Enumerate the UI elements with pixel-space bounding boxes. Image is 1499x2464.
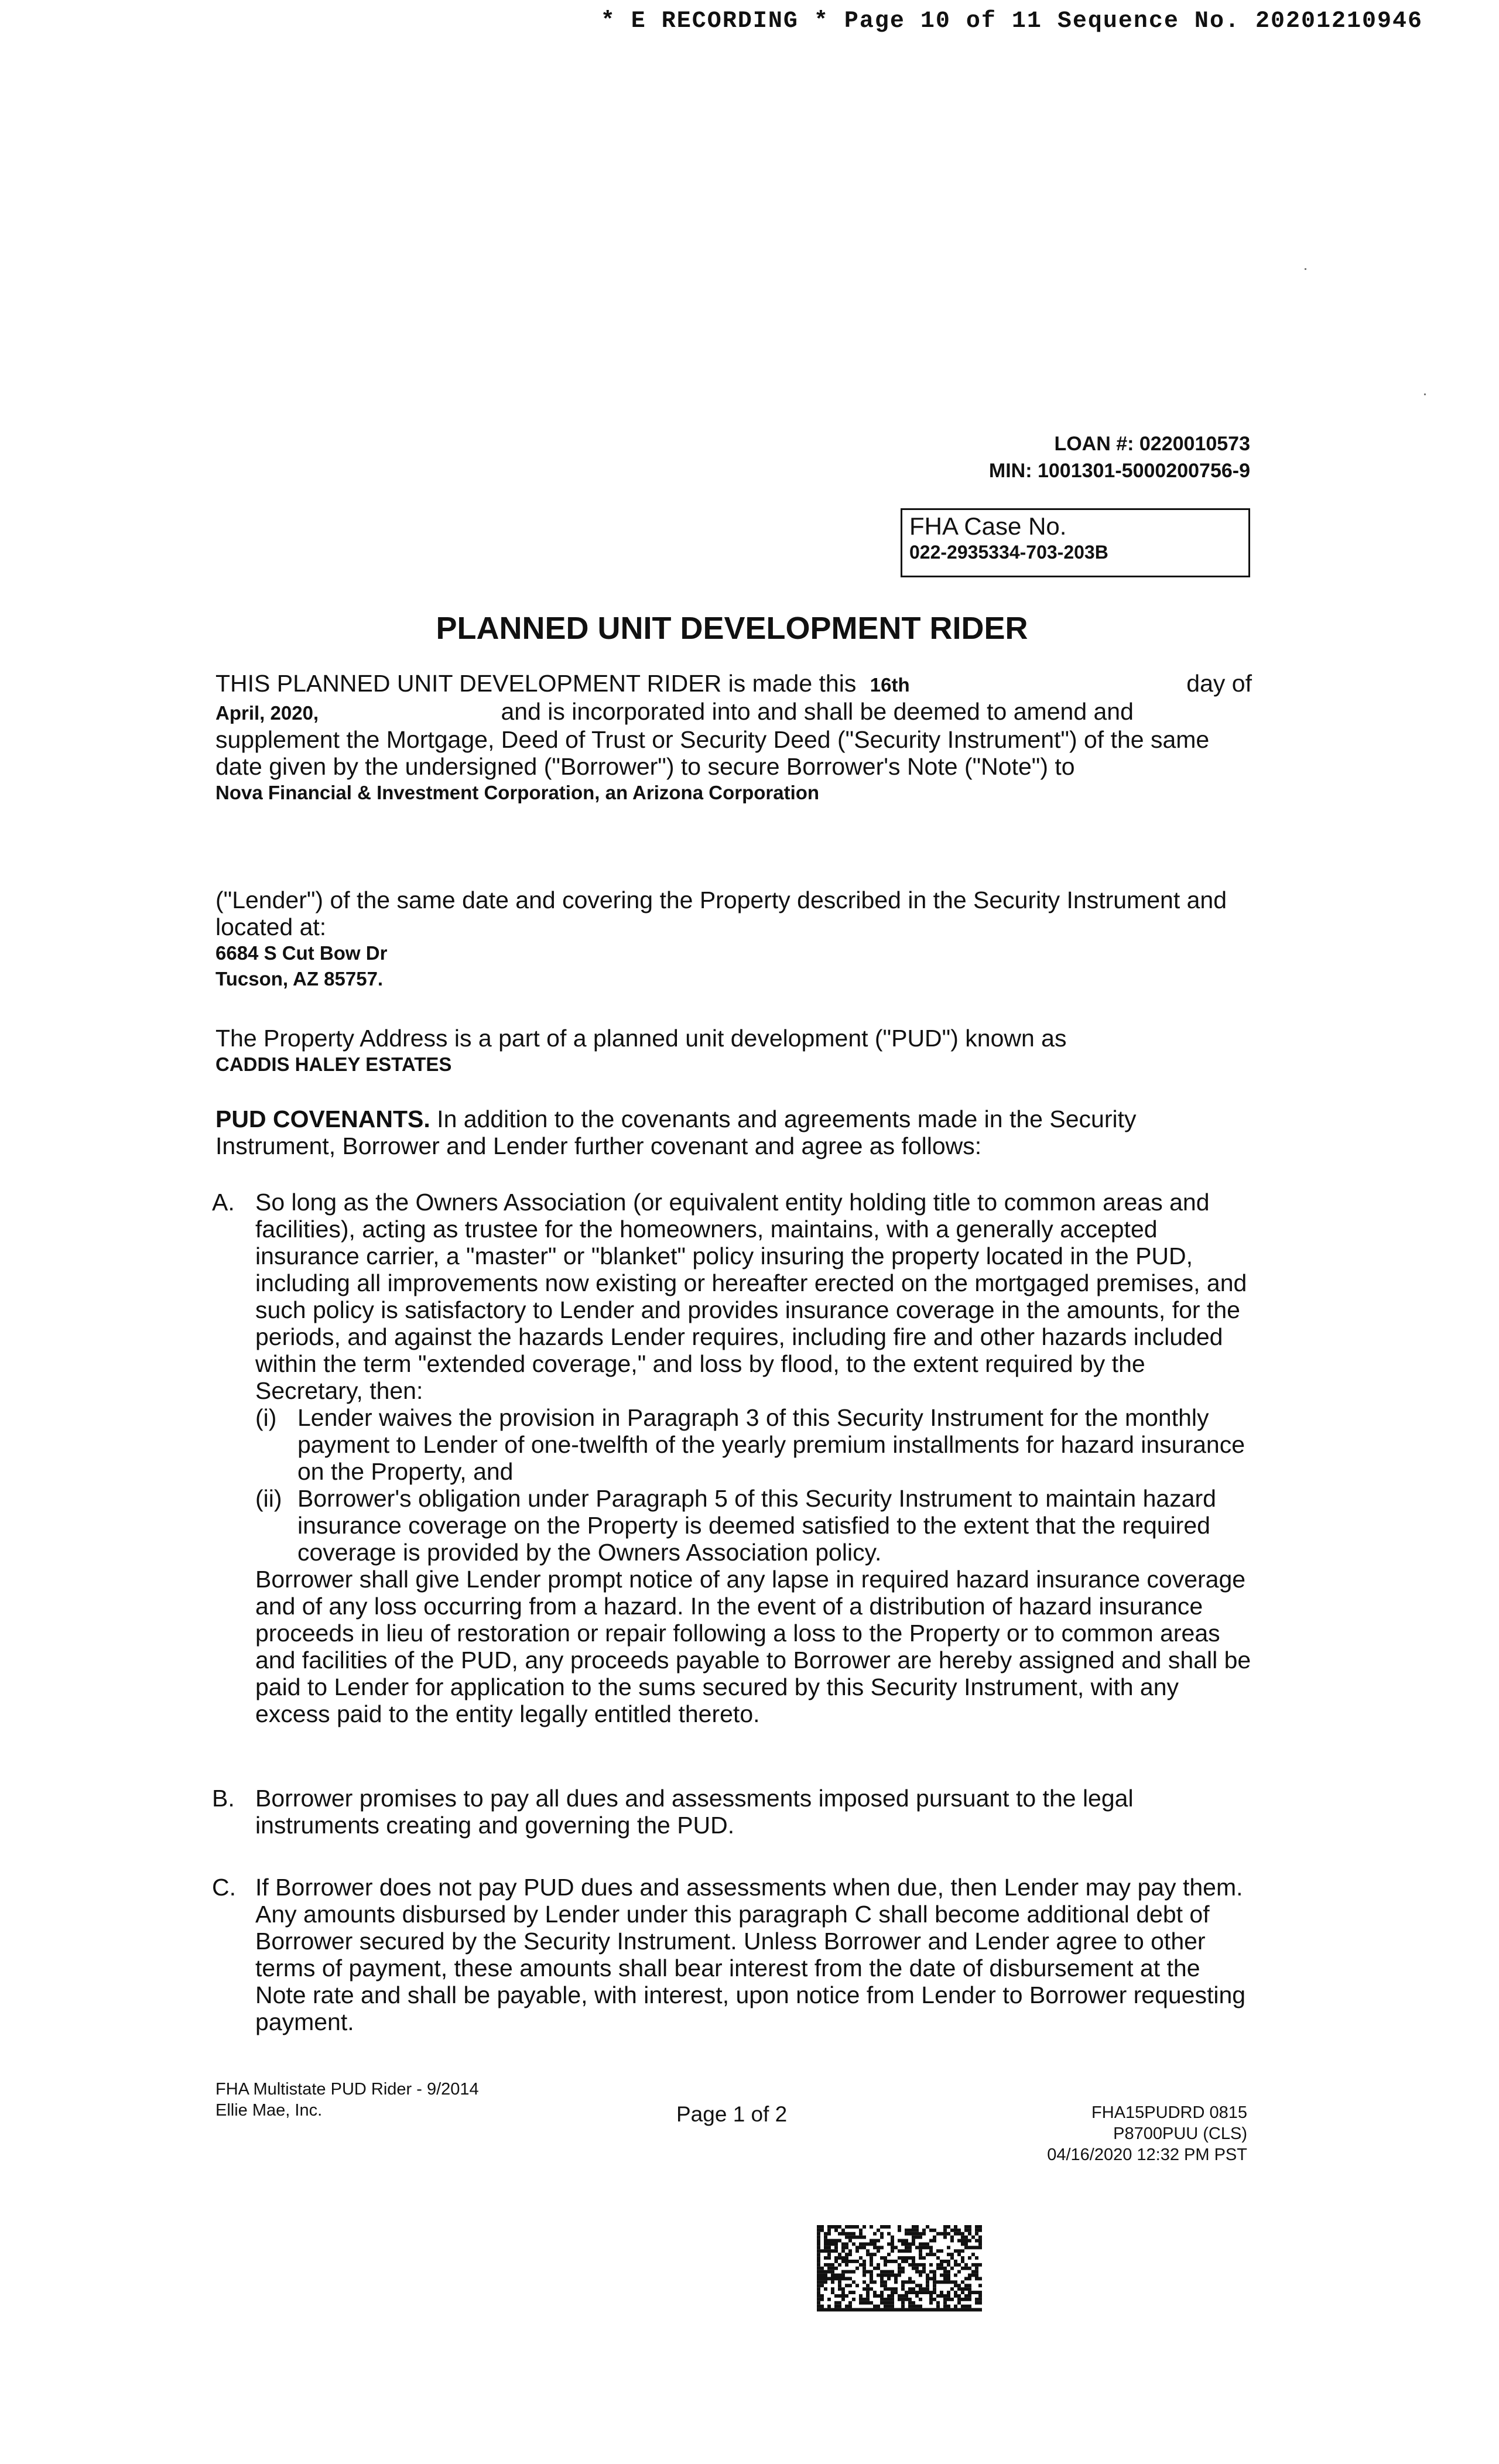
min-number: MIN: 1001301-5000200756-9: [988, 460, 1250, 482]
covenants-heading: PUD COVENANTS.: [215, 1106, 430, 1132]
document-title: PLANNED UNIT DEVELOPMENT RIDER: [436, 611, 1028, 646]
footer-timestamp: 04/16/2020 12:32 PM PST: [1047, 2145, 1247, 2164]
lender-para-text: ("Lender") of the same date and covering the Property described in the Security Instrument and located at:: [215, 887, 1227, 940]
footer-code1: FHA15PUDRD 0815: [1091, 2103, 1247, 2122]
covenant-item-c: [212, 1874, 1252, 2035]
item-letter: A.: [212, 1189, 235, 1216]
pud-paragraph: [215, 1025, 1252, 1077]
item-letter: C.: [212, 1874, 236, 1901]
pud-name: CADDIS HALEY ESTATES: [215, 1053, 452, 1075]
sub-item-ii: [255, 1485, 1252, 1566]
sub-item-text: Borrower's obligation under Paragraph 5 of this Security Instrument to maintain hazard insurance coverage on the Property is deemed satisfied to the extent that the required coverage is provided by the Owners Association policy.: [297, 1485, 1216, 1566]
footer-codes: [995, 2102, 1247, 2165]
intro-day: 16th: [870, 674, 910, 696]
fha-case-number: 022-2935334-703-203B: [909, 542, 1108, 563]
sub-item-i: [255, 1404, 1252, 1485]
covenant-item-b: [212, 1785, 1252, 1839]
loan-info: [890, 430, 1250, 484]
sub-item-label: (i): [255, 1404, 277, 1431]
lender-paragraph: [215, 887, 1252, 992]
covenants-text: In addition to the covenants and agreements made in the Security Instrument, Borrower and Lender further covenant and agree as follows:: [215, 1106, 1137, 1159]
pud-para-text: The Property Address is a part of a planned unit development ("PUD") known as: [215, 1025, 1067, 1052]
footer-company: Ellie Mae, Inc.: [215, 2101, 323, 2120]
fha-case-box: [901, 508, 1250, 577]
intro-paragraph: [215, 670, 1252, 806]
intro-day-of: day of: [1186, 670, 1252, 697]
footer-form-info: [215, 2079, 479, 2121]
item-a-closing: Borrower shall give Lender prompt notice of any lapse in required hazard insurance coverage and of any loss occurring from a hazard. In the event of a distribution of hazard insurance proceeds in lieu of restoration or repair following a loss to the Property or to common areas and facilities of the PUD, any proceeds payable to Borrower are hereby assigned and shall be paid to Lender for application to the sums secured by this Security Instrument, with any excess paid to the entity legally entitled thereto.: [255, 1566, 1251, 1727]
covenants-paragraph: [215, 1106, 1252, 1159]
footer-code2: P8700PUU (CLS): [1113, 2124, 1247, 2143]
loan-number: LOAN #: 0220010573: [1054, 433, 1250, 455]
lender-name: Nova Financial & Investment Corporation, an Arizona Corporation: [215, 782, 820, 803]
item-a-text: So long as the Owners Association (or equivalent entity holding title to common areas and facilities), acting as trustee for the homeowners, maintains, with a generally accepted insurance carrier, a "master" or "blanket" policy insuring the property located in the PUD, including all improvements now existing or hereafter erected on the mortgaged premises, and such policy is satisfactory to Lender and provides insurance coverage in the amounts, for the periods, and against the hazards Lender requires, including fire and other hazards included within the term "extended coverage," and loss by flood, to the extent required by the Secretary, then:: [255, 1189, 1247, 1404]
recording-header: * E RECORDING * Page 10 of 11 Sequence No. 20201210946: [600, 8, 1423, 35]
footer-form-name: FHA Multistate PUD Rider - 9/2014: [215, 2080, 479, 2099]
item-c-text: If Borrower does not pay PUD dues and assessments when due, then Lender may pay them. Any amounts disbursed by Lender under this paragraph C shall become additional debt of Borrower secured by the Security Instrument. Unless Borrower and Lender agree to other terms of payment, these amounts shall bear interest from the date of disbursement at the Note rate and shall be payable, with interest, upon notice from Lender to Borrower requesting payment.: [255, 1874, 1246, 2035]
barcode-image: [817, 2225, 982, 2312]
scan-speck: [1305, 268, 1306, 270]
footer-page-number: Page 1 of 2: [676, 2102, 788, 2126]
sub-item-label: (ii): [255, 1485, 282, 1512]
item-b-text: Borrower promises to pay all dues and assessments imposed pursuant to the legal instruments creating and governing the PUD.: [255, 1785, 1134, 1839]
sub-item-text: Lender waives the provision in Paragraph 3 of this Security Instrument for the monthly payment to Lender of one-twelfth of the yearly premium installments for hazard insurance on the Property, and: [297, 1404, 1245, 1485]
property-address-line2: Tucson, AZ 85757.: [215, 968, 384, 990]
scan-speck: [1424, 393, 1426, 395]
fha-case-label: FHA Case No.: [909, 512, 1067, 540]
intro-continuation: and is incorporated into and shall be deemed to amend and supplement the Mortgage, Deed of Trust or Security Deed ("Security Instrument") of the same date given by the undersigned ("Borrower") to secure Borrower's Note ("Note") to: [215, 698, 1210, 780]
intro-month-year: April, 2020,: [215, 702, 319, 724]
covenant-item-a: [212, 1189, 1252, 1727]
item-letter: B.: [212, 1785, 235, 1812]
intro-lead: THIS PLANNED UNIT DEVELOPMENT RIDER is made this: [215, 670, 857, 697]
property-address-line1: 6684 S Cut Bow Dr: [215, 942, 388, 964]
